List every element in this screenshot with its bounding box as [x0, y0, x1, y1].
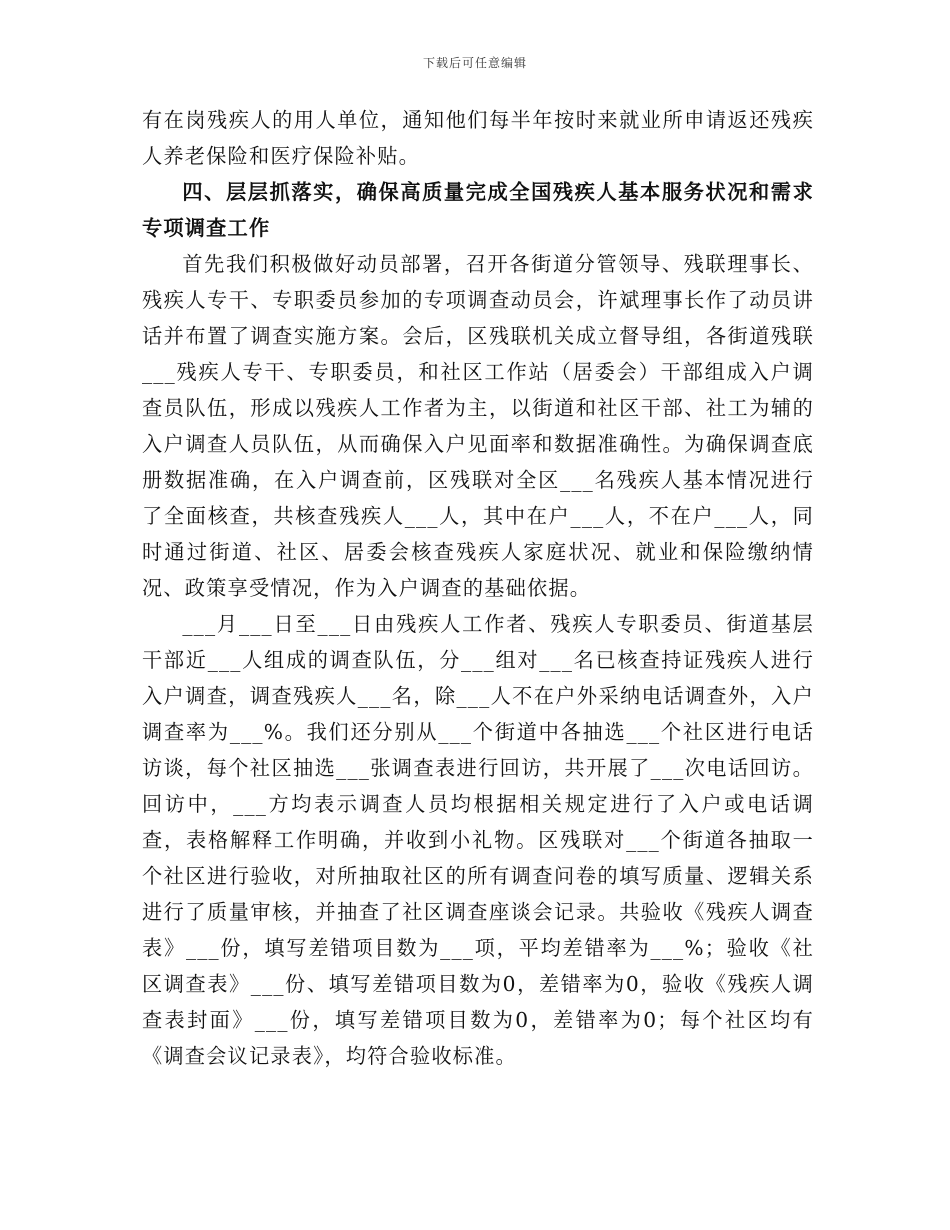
- page-header: 下载后可任意编辑: [422, 56, 527, 70]
- paragraph-continuation: 有在岗残疾人的用人单位，通知他们每半年按时来就业所申请返还残疾人养老保险和医疗保险补贴。: [142, 108, 814, 168]
- section-heading: 四、层层抓落实，确保高质量完成全国残疾人基本服务状况和需求专项调查工作: [142, 180, 814, 240]
- paragraph-survey-results: ___月___日至___日由残疾人工作者、残疾人专职委员、街道基层干部近___人组成的调查队伍，分___组对___名已核查持证残疾人进行入户调查，调查残疾人___名，除___人不在户外采纳电话调查外，入户调查率为___%。我们还分别从___个街道中各抽选___个社区进行电话访谈，每个社区抽选___张调查表进行回访，共开展了___次电话回访。回访中，___方均表示调查人员均根据相关规定进行了入户或电话调查，表格解释工作明确，并收到小礼物。区残联对___个街道各抽取一个社区进行验收，对所抽取社区的所有调查问卷的填写质量、逻辑关系进行了质量审核，并抽查了社区调查座谈会记录。共验收《残疾人调查表》___份，填写差错项目数为___项，平均差错率为___%；验收《社区调查表》___份、填写差错项目数为0，差错率为0，验收《残疾人调查表封面》___份，填写差错项目数为0，差错率为0；每个社区均有《调查会议记录表》，均符合验收标准。: [142, 612, 814, 1068]
- paragraph-mobilization: 首先我们积极做好动员部署，召开各街道分管领导、残联理事长、残疾人专干、专职委员参加的专项调查动员会，许斌理事长作了动员讲话并布置了调查实施方案。会后，区残联机关成立督导组，各街道残联___残疾人专干、专职委员，和社区工作站（居委会）干部组成入户调查员队伍，形成以残疾人工作者为主，以街道和社区干部、社工为辅的入户调查人员队伍，从而确保入户见面率和数据准确性。为确保调查底册数据准确，在入户调查前，区残联对全区___名残疾人基本情况进行了全面核查，共核查残疾人___人，其中在户___人，不在户___人，同时通过街道、社区、居委会核查残疾人家庭状况、就业和保险缴纳情况、政策享受情况，作为入户调查的基础依据。: [142, 252, 814, 600]
- document-body: [142, 102, 814, 1074]
